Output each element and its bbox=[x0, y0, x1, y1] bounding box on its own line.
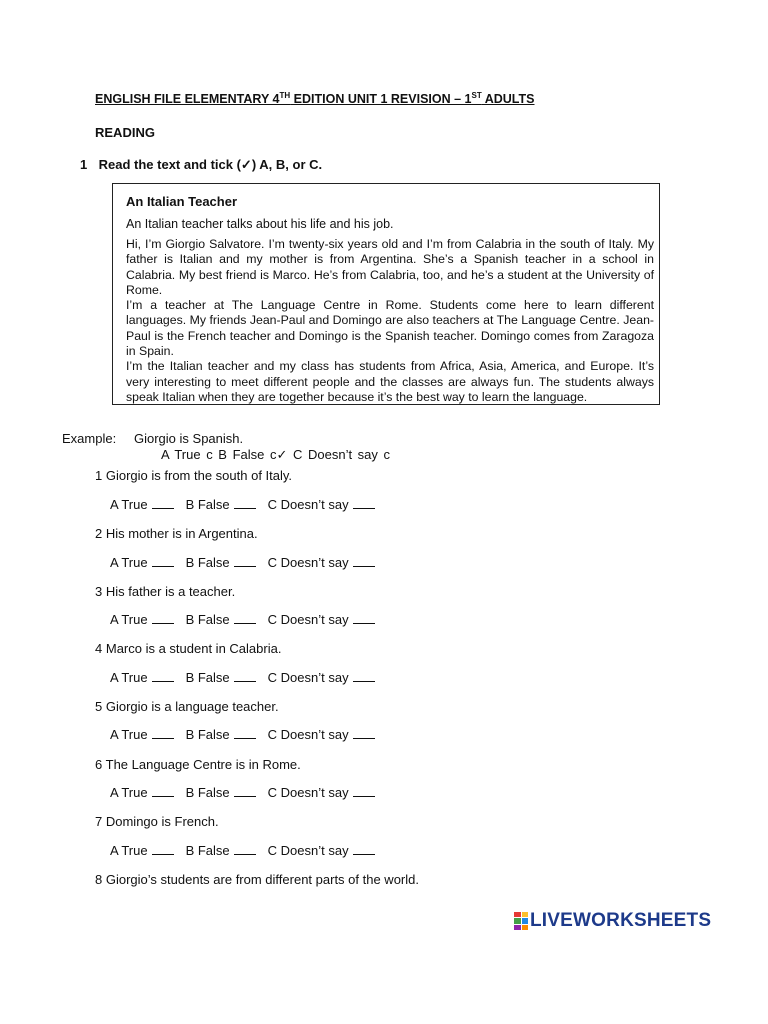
reading-text-box bbox=[112, 183, 660, 405]
option-b-blank[interactable] bbox=[234, 728, 256, 739]
question-number: 3 bbox=[95, 584, 103, 599]
option-c-label: C Doesn’t say bbox=[267, 555, 349, 570]
option-a-label: A True bbox=[110, 612, 148, 627]
question-5 bbox=[95, 699, 279, 714]
option-b-label: B False bbox=[185, 670, 230, 685]
option-c-blank[interactable] bbox=[353, 613, 375, 624]
question-number: 2 bbox=[95, 526, 103, 541]
option-a-label: A True bbox=[110, 785, 148, 800]
question-7 bbox=[95, 814, 219, 829]
reading-title: An Italian Teacher bbox=[126, 194, 238, 209]
instruction-number: 1 bbox=[80, 157, 88, 172]
answer-options-6 bbox=[110, 785, 387, 800]
question-number: 4 bbox=[95, 641, 103, 656]
section-heading: READING bbox=[95, 125, 155, 140]
example-statement: Giorgio is Spanish. bbox=[134, 431, 244, 446]
option-b-blank[interactable] bbox=[234, 786, 256, 797]
option-b-label: B False bbox=[185, 727, 230, 742]
logo-text: LIVEWORKSHEETS bbox=[530, 910, 712, 931]
liveworksheets-logo bbox=[514, 908, 711, 934]
question-number: 8 bbox=[95, 872, 103, 887]
instruction-text: Read the text and tick (✓) A, B, or C. bbox=[98, 157, 323, 172]
question-text: The Language Centre is in Rome. bbox=[105, 757, 301, 772]
option-a-blank[interactable] bbox=[152, 613, 174, 624]
option-c-blank[interactable] bbox=[353, 786, 375, 797]
option-a-label: A True bbox=[110, 727, 148, 742]
question-text: His mother is in Argentina. bbox=[105, 526, 258, 541]
question-3 bbox=[95, 584, 235, 599]
reading-body bbox=[126, 237, 654, 405]
reading-subtitle: An Italian teacher talks about his life and his job. bbox=[126, 217, 394, 231]
option-a-label: A True bbox=[110, 670, 148, 685]
answer-options-5 bbox=[110, 727, 387, 742]
instruction bbox=[80, 157, 322, 173]
question-text: Domingo is French. bbox=[105, 814, 219, 829]
question-8 bbox=[95, 872, 419, 887]
example-label: Example: bbox=[62, 431, 117, 446]
example-options: A True c B False c✓ C Doesn’t say c bbox=[161, 447, 391, 462]
question-text: Giorgio is from the south of Italy. bbox=[105, 468, 293, 483]
option-a-blank[interactable] bbox=[152, 556, 174, 567]
option-b-label: B False bbox=[185, 785, 230, 800]
option-a-blank[interactable] bbox=[152, 786, 174, 797]
reading-paragraph: I’m the Italian teacher and my class has students from Africa, Asia, America, and Europe. It’s very interesting to meet different people and the classes are always fun. The students always speak Italian when they are together because it’s the best way to learn the language. bbox=[126, 359, 654, 404]
option-a-blank[interactable] bbox=[152, 498, 174, 509]
option-c-blank[interactable] bbox=[353, 844, 375, 855]
question-2 bbox=[95, 526, 258, 541]
option-b-blank[interactable] bbox=[234, 844, 256, 855]
option-c-label: C Doesn’t say bbox=[267, 785, 349, 800]
option-b-blank[interactable] bbox=[234, 498, 256, 509]
option-c-label: C Doesn’t say bbox=[267, 612, 349, 627]
question-text: His father is a teacher. bbox=[105, 584, 236, 599]
question-1 bbox=[95, 468, 292, 483]
option-b-label: B False bbox=[185, 555, 230, 570]
option-c-blank[interactable] bbox=[353, 671, 375, 682]
option-b-blank[interactable] bbox=[234, 613, 256, 624]
answer-options-3 bbox=[110, 612, 387, 627]
option-a-label: A True bbox=[110, 555, 148, 570]
option-c-blank[interactable] bbox=[353, 498, 375, 509]
answer-options-7 bbox=[110, 843, 387, 858]
option-c-label: C Doesn’t say bbox=[267, 670, 349, 685]
option-b-blank[interactable] bbox=[234, 556, 256, 567]
answer-options-1 bbox=[110, 497, 387, 512]
reading-paragraph: Hi, I’m Giorgio Salvatore. I’m twenty-six years old and I’m from Calabria in the south of Italy. My father is Italian and my mother is from Argentina. She’s a Spanish teacher in a school in Calabria. My best friend is Marco. He’s from Calabria, too, and he’s a student at the University of Rome. bbox=[126, 237, 654, 297]
option-a-blank[interactable] bbox=[152, 671, 174, 682]
option-c-blank[interactable] bbox=[353, 728, 375, 739]
option-b-blank[interactable] bbox=[234, 671, 256, 682]
question-number: 5 bbox=[95, 699, 103, 714]
question-6 bbox=[95, 757, 301, 772]
answer-options-4 bbox=[110, 670, 387, 685]
question-number: 7 bbox=[95, 814, 103, 829]
option-b-label: B False bbox=[185, 612, 230, 627]
option-b-label: B False bbox=[185, 497, 230, 512]
option-b-label: B False bbox=[185, 843, 230, 858]
worksheet-title: ENGLISH FILE ELEMENTARY 4TH EDITION UNIT 1 REVISION – 1ST ADULTS bbox=[95, 91, 535, 107]
option-a-blank[interactable] bbox=[152, 844, 174, 855]
question-text: Giorgio’s students are from different parts of the world. bbox=[105, 872, 419, 887]
option-c-label: C Doesn’t say bbox=[267, 727, 349, 742]
answer-options-2 bbox=[110, 555, 387, 570]
option-c-label: C Doesn’t say bbox=[267, 497, 349, 512]
question-text: Marco is a student in Calabria. bbox=[105, 641, 282, 656]
option-c-label: C Doesn’t say bbox=[267, 843, 349, 858]
question-number: 1 bbox=[95, 468, 103, 483]
question-4 bbox=[95, 641, 281, 656]
logo-icon bbox=[514, 912, 528, 930]
reading-paragraph: I’m a teacher at The Language Centre in Rome. Students come here to learn different languages. My friends Jean-Paul and Domingo are also teachers at The Language Centre. Jean-Paul is the French teacher and Domingo is the Spanish teacher. Domingo comes from Zaragoza in Spain. bbox=[126, 298, 654, 359]
option-c-blank[interactable] bbox=[353, 556, 375, 567]
option-a-label: A True bbox=[110, 843, 148, 858]
question-text: Giorgio is a language teacher. bbox=[105, 699, 279, 714]
question-number: 6 bbox=[95, 757, 103, 772]
option-a-label: A True bbox=[110, 497, 148, 512]
option-a-blank[interactable] bbox=[152, 728, 174, 739]
